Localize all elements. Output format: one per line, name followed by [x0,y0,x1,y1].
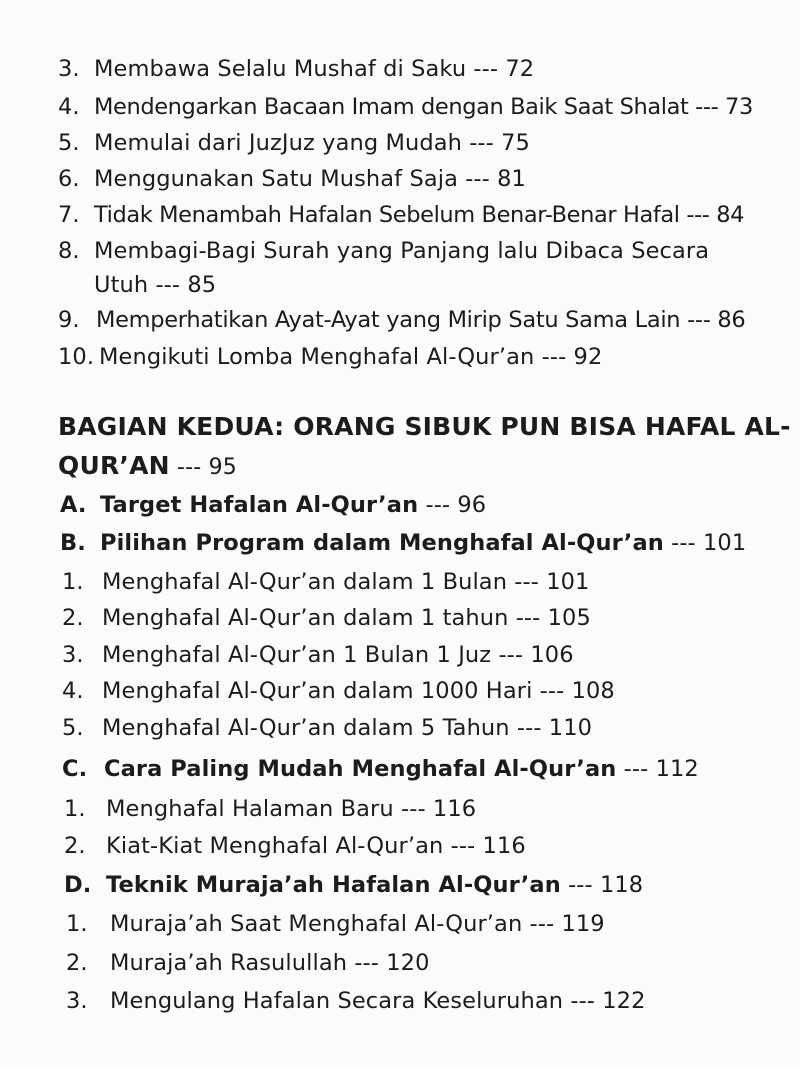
item-number: 2. [66,950,88,976]
section-letter: B. [60,530,86,556]
item-number: 10. [58,344,95,370]
item-text: Kiat-Kiat Menghafal Al-Qur’an --- 116 [106,833,526,859]
item-number: 4. [62,678,84,704]
section-title: Cara Paling Mudah Menghafal Al-Qur’an [104,756,617,782]
item-text: Menghafal Al-Qur’an dalam 1000 Hari --- 108 [102,678,615,704]
item-number: 5. [58,130,80,156]
section-letter: A. [60,492,87,518]
item-text: Muraja’ah Rasulullah --- 120 [110,950,430,976]
section-letter: C. [62,756,88,782]
item-text: Mengikuti Lomba Menghafal Al-Qur’an --- 92 [99,344,603,370]
item-text: Memperhatikan Ayat-Ayat yang Mirip Satu Sama Lain --- 86 [96,307,746,333]
item-number: 1. [66,911,88,937]
part-title-page: --- 95 [169,455,237,480]
item-text: Membawa Selalu Mushaf di Saku --- 72 [94,56,535,82]
item-number: 7. [58,202,80,228]
part-title-line1: BAGIAN KEDUA: ORANG SIBUK PUN BISA HAFAL AL- [58,412,791,441]
item-number: 3. [58,56,80,82]
item-text: Menghafal Al-Qur’an dalam 5 Tahun --- 110 [102,715,593,741]
item-number: 5. [62,715,84,741]
item-number: 1. [64,796,86,822]
section-page: --- 101 [663,530,747,556]
section-page: --- 112 [616,756,699,782]
section-title: Pilihan Program dalam Menghafal Al-Qur’an [100,530,664,556]
item-text: Memulai dari JuzJuz yang Mudah --- 75 [94,130,530,156]
item-number: 4. [58,94,80,120]
item-text: Menghafal Al-Qur’an dalam 1 tahun --- 105 [102,605,591,631]
item-text: Menggunakan Satu Mushaf Saja --- 81 [94,166,526,192]
item-number: 3. [66,988,88,1014]
item-number: 1. [62,569,84,595]
item-number: 2. [62,605,84,631]
section-page: --- 96 [418,492,487,518]
part-title-text: QUR’AN [58,451,170,480]
section-title: Target Hafalan Al-Qur’an [100,492,419,518]
section-letter: D. [64,872,92,898]
item-number: 6. [58,166,80,192]
item-text: Mengulang Hafalan Secara Keseluruhan --- 122 [110,988,646,1014]
item-text: Membagi-Bagi Surah yang Panjang lalu Dibaca Secara [94,238,710,264]
item-text: Menghafal Al-Qur’an dalam 1 Bulan --- 101 [102,569,590,595]
item-number: 2. [64,833,86,859]
section-page: --- 118 [560,872,644,898]
item-text: Muraja’ah Saat Menghafal Al-Qur’an --- 119 [110,911,605,937]
item-text-continued: Utuh --- 85 [94,272,217,298]
item-number: 3. [62,642,84,668]
item-text: Tidak Menambah Hafalan Sebelum Benar-Benar Hafal --- 84 [94,202,745,228]
item-text: Menghafal Al-Qur’an 1 Bulan 1 Juz --- 106 [102,642,574,668]
section-title: Teknik Muraja’ah Hafalan Al-Qur’an [106,872,561,898]
item-number: 8. [58,238,80,264]
item-text: Menghafal Halaman Baru --- 116 [106,796,477,822]
item-number: 9. [58,307,80,333]
part-title-line2 [58,451,237,480]
item-text: Mendengarkan Bacaan Imam dengan Baik Saat Shalat --- 73 [94,94,753,120]
part-title [58,412,791,441]
